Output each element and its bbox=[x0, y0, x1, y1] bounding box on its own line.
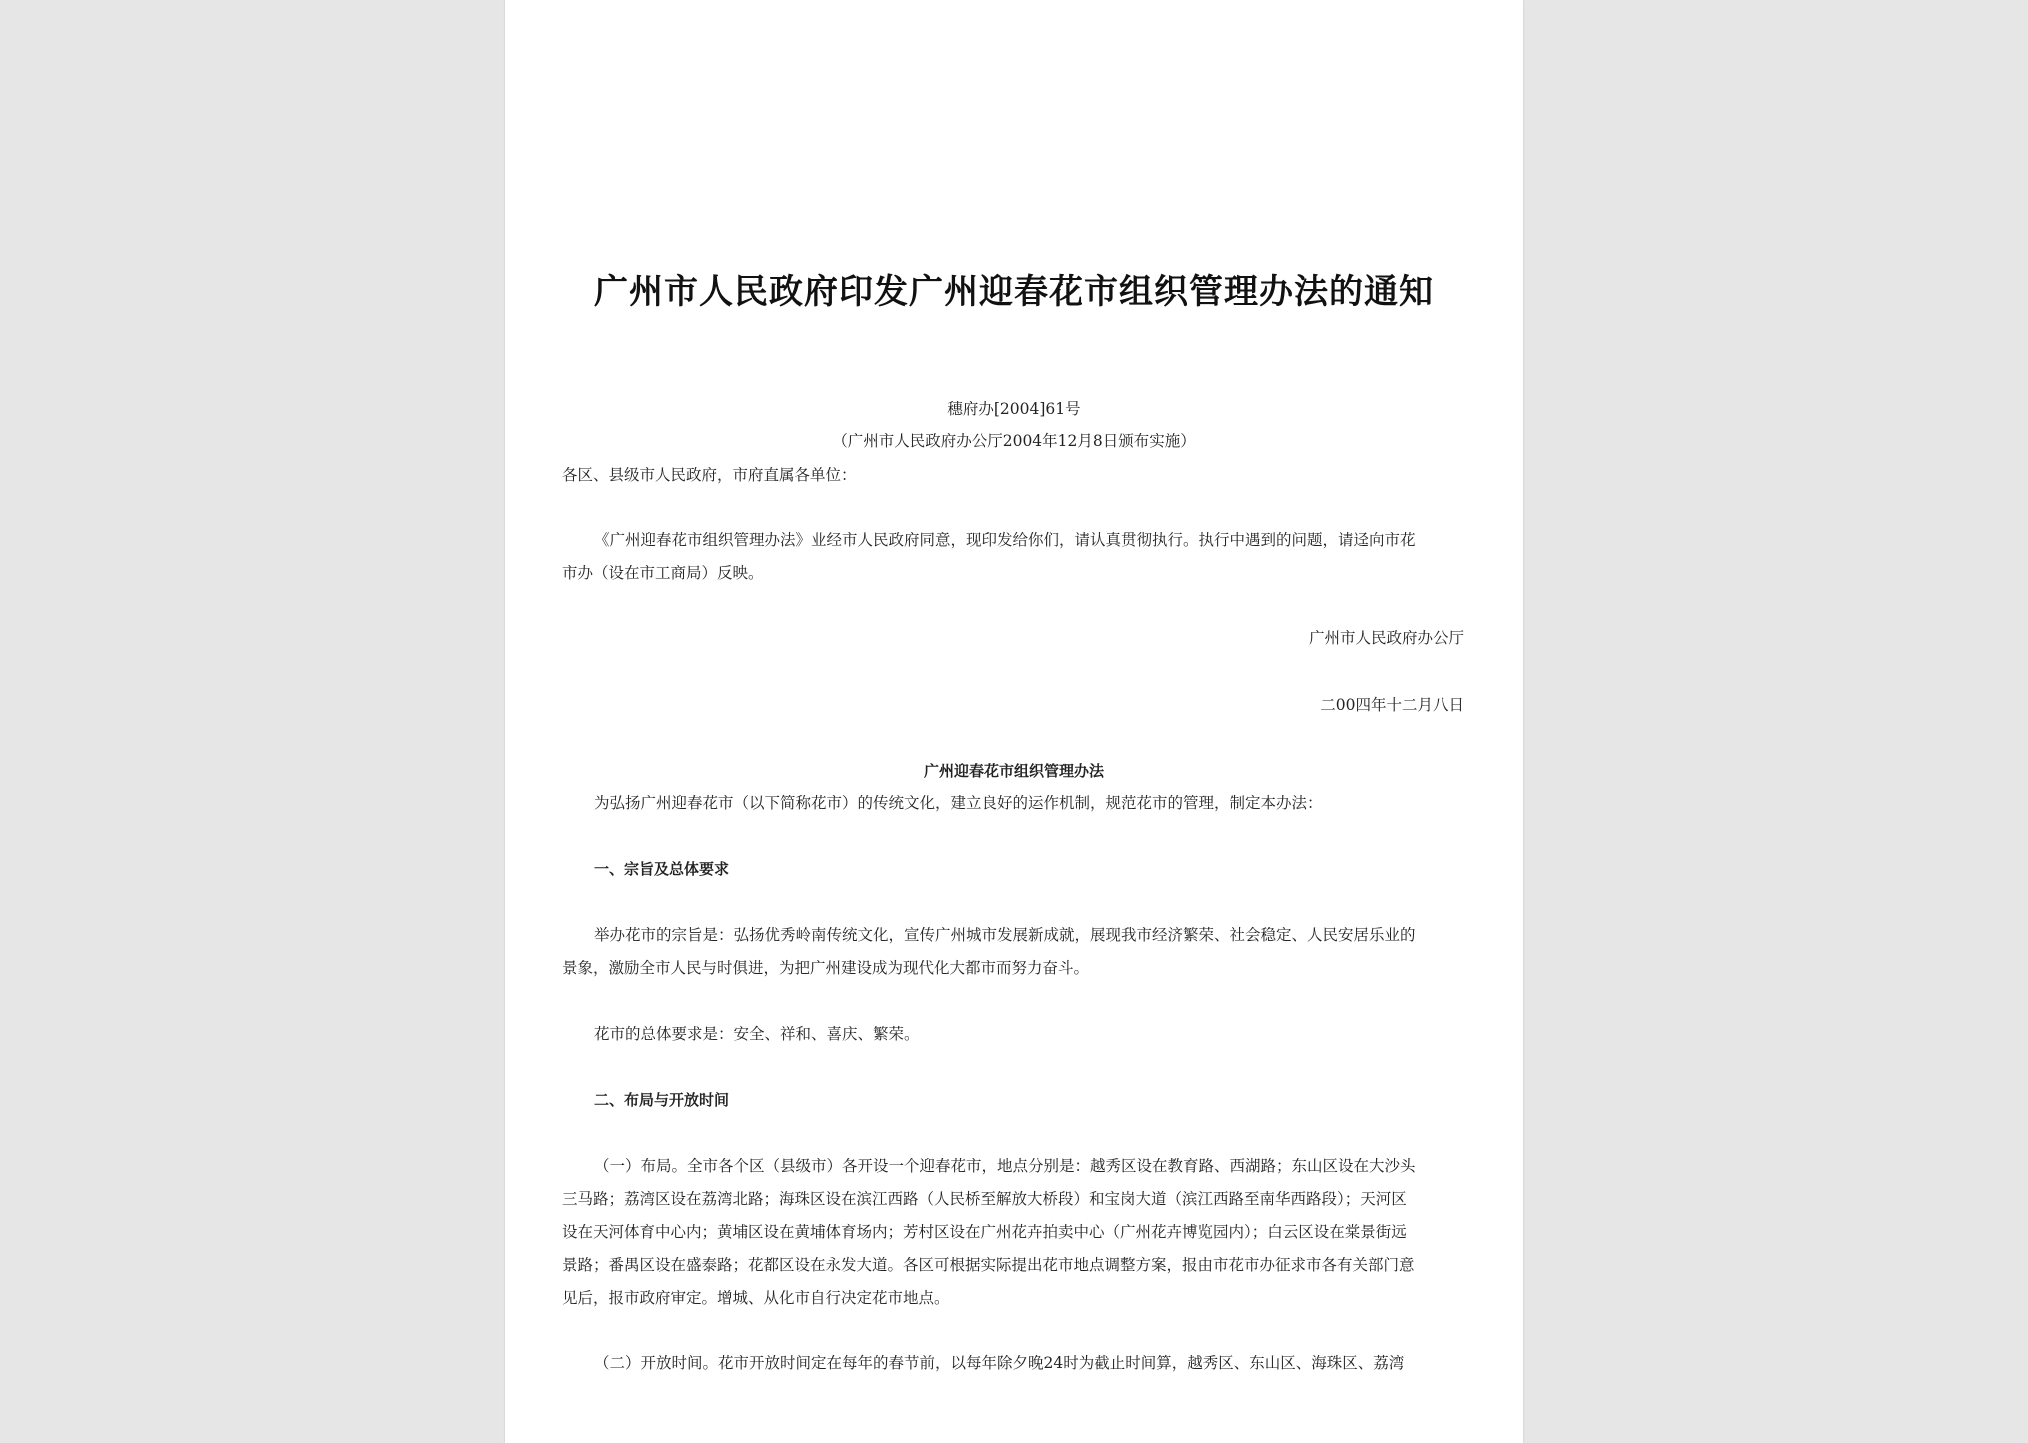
section-1-para-1-line-1: 举办花市的宗旨是：弘扬优秀岭南传统文化，宣传广州城市发展新成就，展现我市经济繁荣、社会稳定、人民安居乐业的 bbox=[594, 926, 1416, 944]
notice-body-line-2: 市办（设在市工商局）反映。 bbox=[562, 564, 764, 582]
section-1-para-2: 花市的总体要求是：安全、祥和、喜庆、繁荣。 bbox=[594, 1025, 920, 1043]
section-1-heading: 一、宗旨及总体要求 bbox=[594, 860, 730, 878]
section-2-para-1-line-3: 设在天河体育中心内；黄埔区设在黄埔体育场内；芳村区设在广州花卉拍卖中心（广州花卉博览园内）；白云区设在棠景街远 bbox=[562, 1223, 1407, 1241]
notice-body-line-1: 《广州迎春花市组织管理办法》业经市人民政府同意，现印发给你们，请认真贯彻执行。执行中遇到的问题，请迳向市花 bbox=[594, 531, 1416, 549]
section-2-para-1-line-4: 景路；番禺区设在盛泰路；花都区设在永发大道。各区可根据实际提出花市地点调整方案，报由市花市办征求市各有关部门意 bbox=[562, 1256, 1415, 1274]
issue-note: （广州市人民政府办公厅2004年12月8日颁布实施） bbox=[832, 432, 1196, 450]
section-2-para-1-line-2: 三马路；荔湾区设在荔湾北路；海珠区设在滨江西路（人民桥至解放大桥段）和宝岗大道（滨江西路至南华西路段）；天河区 bbox=[562, 1190, 1407, 1208]
document-page bbox=[505, 0, 1523, 1443]
issue-date: 二00四年十二月八日 bbox=[1320, 696, 1464, 714]
section-2-para-1-line-1: （一）布局。全市各个区（县级市）各开设一个迎春花市，地点分别是：越秀区设在教育路、西湖路；东山区设在大沙头 bbox=[594, 1157, 1416, 1175]
section-1-para-1-line-2: 景象，激励全市人民与时俱进，为把广州建设成为现代化大都市而努力奋斗。 bbox=[562, 959, 1090, 977]
measures-intro: 为弘扬广州迎春花市（以下简称花市）的传统文化，建立良好的运作机制，规范花市的管理，制定本办法： bbox=[594, 794, 1323, 812]
section-2-heading: 二、布局与开放时间 bbox=[594, 1091, 730, 1109]
document-number: 穗府办[2004]61号 bbox=[947, 400, 1081, 418]
issuer-signature: 广州市人民政府办公厅 bbox=[1308, 629, 1464, 647]
section-2-para-2: （二）开放时间。花市开放时间定在每年的春节前，以每年除夕晚24时为截止时间算，越秀区、东山区、海珠区、荔湾 bbox=[594, 1354, 1405, 1372]
measures-title: 广州迎春花市组织管理办法 bbox=[923, 762, 1104, 780]
section-2-para-1-line-5: 见后，报市政府审定。增城、从化市自行决定花市地点。 bbox=[562, 1289, 950, 1307]
salutation: 各区、县级市人民政府，市府直属各单位： bbox=[562, 466, 857, 484]
document-title: 广州市人民政府印发广州迎春花市组织管理办法的通知 bbox=[594, 272, 1434, 312]
